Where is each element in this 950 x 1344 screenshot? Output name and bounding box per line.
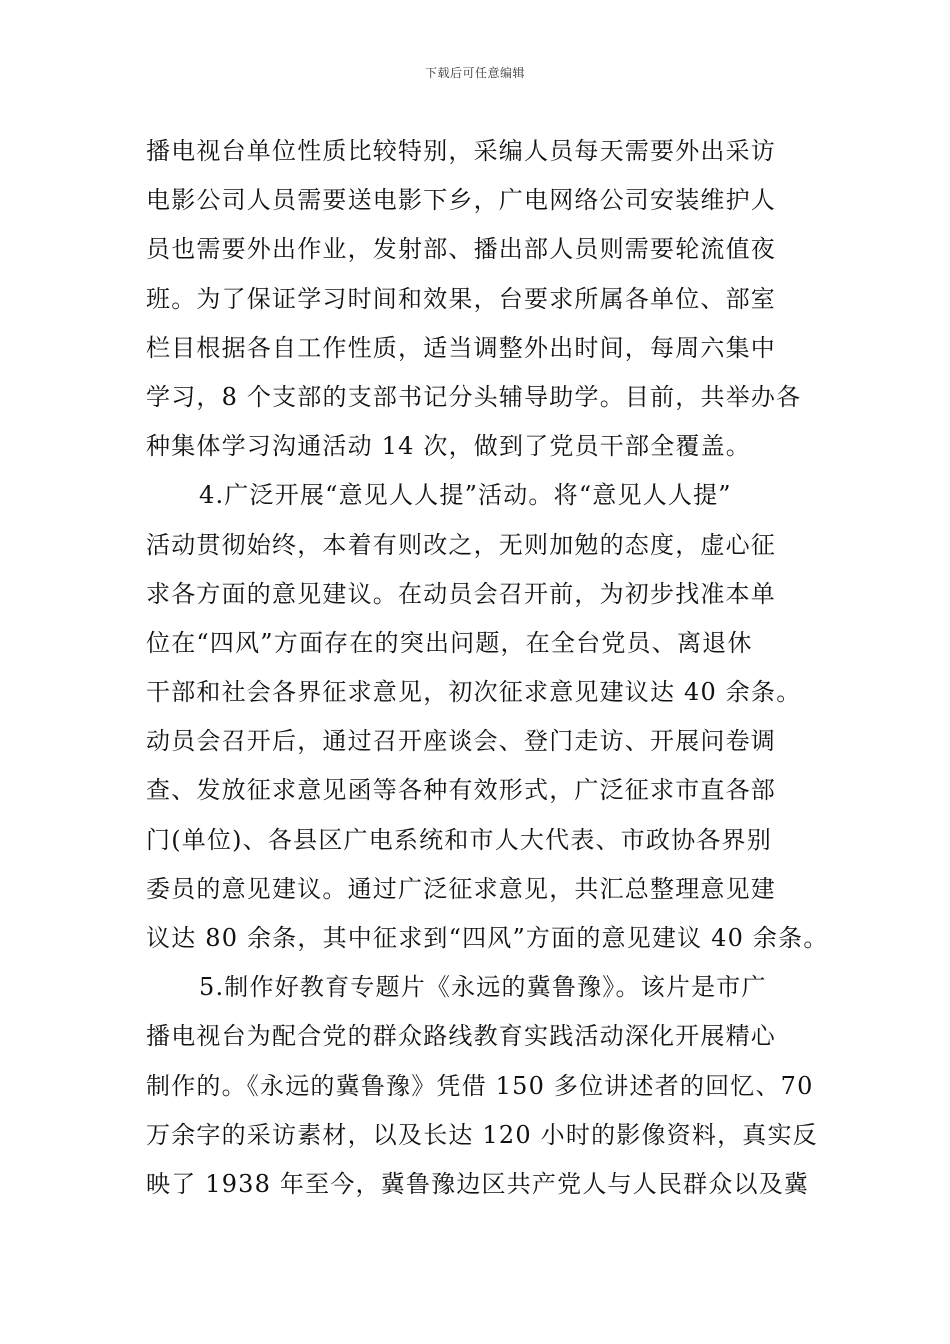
text-line: 位在“四风”方面存在的突出问题，在全台党员、离退休 bbox=[146, 628, 753, 657]
paragraph-start-line: 4.广泛开展“意见人人提”活动。将“意见人人提” bbox=[199, 481, 732, 510]
text-line: 万余字的采访素材，以及长达 120 小时的影像资料，真实反 bbox=[146, 1120, 818, 1149]
text-line: 播电视台为配合党的群众路线教育实践活动深化开展精心 bbox=[146, 1022, 776, 1051]
text-line: 栏目根据各自工作性质，适当调整外出时间，每周六集中 bbox=[146, 333, 776, 362]
text-line: 求各方面的意见建议。在动员会召开前，为初步找准本单 bbox=[146, 579, 776, 608]
text-line: 制作的。《永远的冀鲁豫》凭借 150 多位讲述者的回忆、70 bbox=[146, 1071, 814, 1100]
text-line: 映了 1938 年至今，冀鲁豫边区共产党人与人民群众以及冀 bbox=[146, 1169, 810, 1198]
text-line: 播电视台单位性质比较特别，采编人员每天需要外出采访 bbox=[146, 137, 776, 165]
text-line: 干部和社会各界征求意见，初次征求意见建议达 40 余条。 bbox=[146, 678, 802, 707]
text-line: 班。为了保证学习时间和效果，台要求所属各单位、部室 bbox=[146, 284, 776, 313]
text-line: 学习，8 个支部的支部书记分头辅导助学。目前，共举办各 bbox=[146, 382, 802, 411]
text-line: 委员的意见建议。通过广泛征求意见，共汇总整理意见建 bbox=[146, 874, 776, 903]
text-line: 查、发放征求意见函等各种有效形式，广泛征求市直各部 bbox=[146, 776, 776, 805]
text-line: 种集体学习沟通活动 14 次，做到了党员干部全覆盖。 bbox=[146, 432, 751, 461]
text-line: 员也需要外出作业，发射部、播出部人员则需要轮流值夜 bbox=[146, 235, 776, 264]
text-line: 门(单位)、各县区广电系统和市人大代表、市政协各界别 bbox=[146, 825, 772, 854]
paragraph-start-line: 5.制作好教育专题片《永远的冀鲁豫》。该片是市广 bbox=[199, 973, 767, 1002]
text-line: 电影公司人员需要送电影下乡，广电网络公司安装维护人 bbox=[146, 186, 776, 215]
text-line: 议达 80 余条，其中征求到“四风”方面的意见建议 40 余条。 bbox=[146, 924, 829, 952]
text-line: 活动贯彻始终，本着有则改之，无则加勉的态度，虚心征 bbox=[146, 530, 776, 559]
document-body bbox=[146, 127, 829, 1209]
page-header: 下载后可任意编辑 bbox=[424, 66, 525, 80]
text-line: 动员会召开后，通过召开座谈会、登门走访、开展问卷调 bbox=[146, 727, 776, 756]
